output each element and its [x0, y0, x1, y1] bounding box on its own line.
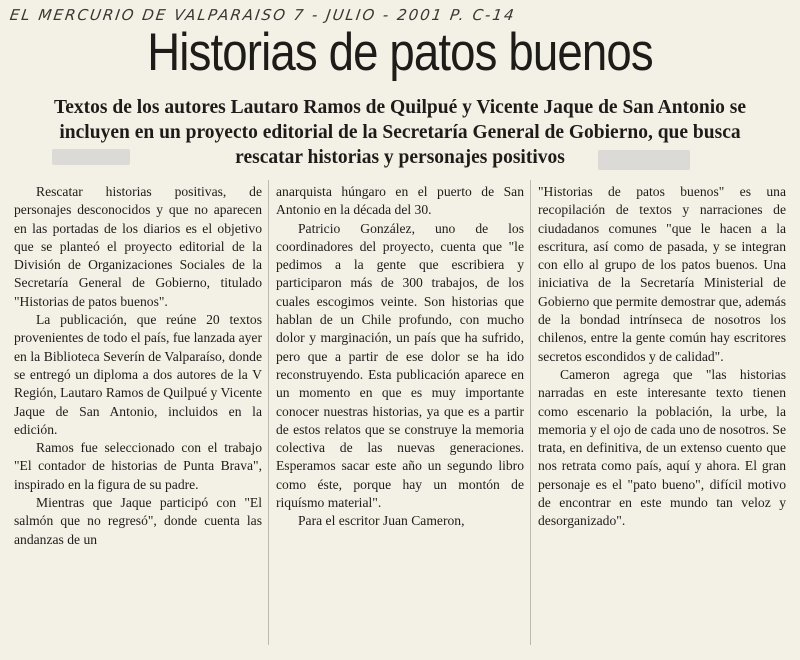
paragraph: Ramos fue seleccionado con el trabajo "El contador de historias de Punta Brava", inspirado en la figura de su padre. — [14, 440, 262, 492]
headline: Historias de patos buenos — [147, 23, 653, 82]
article-column-3 — [538, 183, 786, 531]
paragraph: "Historias de patos buenos" es una recopilación de textos y narraciones de ciudadanos comunes "que le hacen a la escritura, así como de pasada, y se integran con ello al grupo de los patos buenos. Una iniciativa de la Secretaría Ministerial de Gobierno que permite demostrar que, además de la bondad intrínseca de nosotros los chilenos, entre la gente común hay escritores secretos escondidos y de calidad". — [538, 184, 786, 364]
paragraph: Cameron agrega que "las historias narradas en este interesante texto tienen como escenario la población, la urbe, la memoria y el ojo de cada uno de nosotros. Se trata, en definitiva, de un extenso cuento que nos retrata como país, aquí y ahora. El gran personaje es el "pato bueno", difícil motivo de encontrar en este mundo tan veloz y desorganizado". — [538, 366, 786, 529]
column-divider — [530, 180, 531, 645]
handwritten-source-note: EL MERCURIO DE VALPARAISO 7 - JULIO - 2001 P. C-14 — [8, 6, 517, 24]
column-divider — [268, 180, 269, 645]
deck-subtitle: Textos de los autores Lautaro Ramos de Quilpué y Vicente Jaque de San Antonio se incluyen en un proyecto editorial de la Secretaría General de Gobierno, que busca rescatar historias y personajes positivos — [54, 97, 746, 168]
paragraph: Rescatar historias positivas, de personajes desconocidos y que no aparecen en las portadas de los diarios es el objetivo que se planteó el proyecto editorial de la División de Organizaciones Sociales de la Secretaría General de Gobierno, titulado "Historias de patos buenos". — [14, 184, 262, 309]
smudge-mark — [598, 150, 690, 170]
article-column-2 — [276, 183, 524, 531]
smudge-mark — [52, 149, 130, 165]
paragraph: anarquista húngaro en el puerto de San Antonio en la década del 30. — [276, 184, 524, 218]
paragraph: Patricio González, uno de los coordinadores del proyecto, cuenta que "le pedimos a la gente que escribiera y participaron más de 300 trabajos, de los cuales escogimos veinte. Son historias que hablan de un Chile profundo, con mucho dolor y marginación, un país que ha sufrido, pero que a partir de ese dolor se ha ido reconstruyendo. Esta publicación aparece en un momento en que es muy importante conocer nuestras historias, ya que es a partir de estos relatos que se construye la memoria colectiva de las nuevas generaciones. Esperamos sacar este año un segundo libro como éste, porque hay un montón de riquísmo material". — [276, 220, 524, 511]
paragraph: Para el escritor Juan Cameron, — [298, 513, 465, 529]
paragraph: Mientras que Jaque participó con "El salmón que no regresó", donde cuenta las andanzas de un — [14, 495, 262, 547]
paragraph: La publicación, que reúne 20 textos provenientes de todo el país, fue lanzada ayer en la Biblioteca Severín de Valparaíso, donde se entregó un diploma a dos autores de la V Región, Lautaro Ramos de Quilpué y Vicente Jaque de San Antonio, incluidos en la edición. — [14, 312, 262, 437]
article-column-1 — [14, 183, 262, 549]
